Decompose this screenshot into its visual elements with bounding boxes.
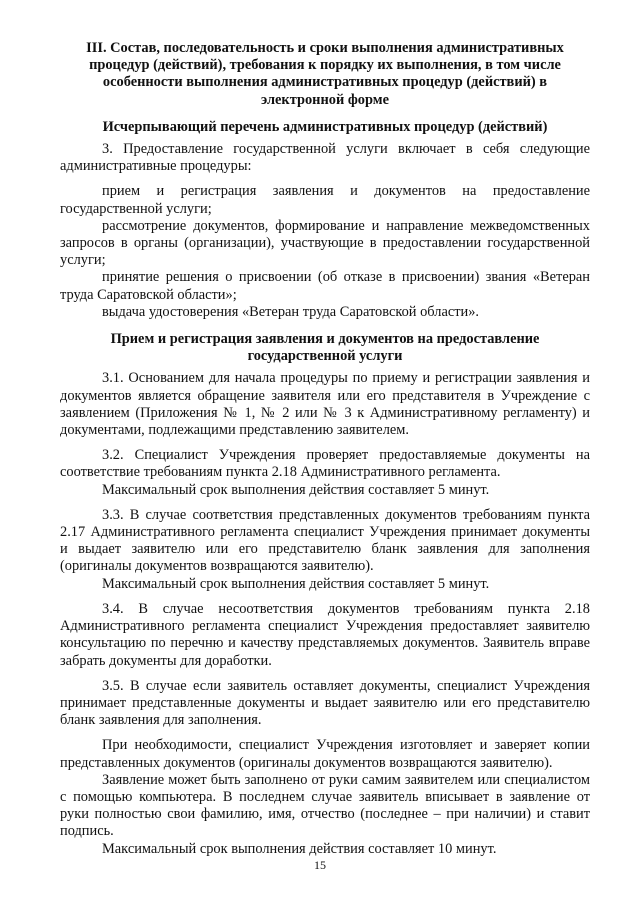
paragraph-max-time-2: Максимальный срок выполнения действия составляет 5 минут. [102, 575, 490, 592]
list-item-review: рассмотрение документов, формирование и направление межведомственных запросов в органы (организации), участвующие в предоставлении государственной услуги; [60, 217, 590, 269]
paragraph-3-3: 3.3. В случае соответствия представленных документов требованиям пункта 2.17 Административного регламента специалист Учреждения принимает документы и выдает заявителю или его представителю бланк заявления для заполнения (оригиналы документов возвращаются заявителю). [60, 506, 590, 575]
paragraph-3-4: 3.4. В случае несоответствия документов требованиям пункта 2.18 Административного регламента специалист Учреждения предоставляет заявителю консультацию по перечню и качеству представляемых документов. Заявитель вправе забрать документы для доработки. [60, 600, 590, 669]
paragraph-filling: Заявление может быть заполнено от руки самим заявителем или специалистом с помощью компьютера. В последнем случае заявитель вписывает в заявление от руки полностью свои фамилию, имя, отчество (последнее – при наличии) и ставит подпись. [60, 771, 590, 840]
subtitle-procedures-list: Исчерпывающий перечень административных процедур (действий) [102, 118, 548, 135]
paragraph-3-1: 3.1. Основанием для начала процедуры по приему и регистрации заявления и документов является обращение заявителя или его представителя в Учреждение с заявлением (Приложения № 1, № 2 или № 3 к Административному регламенту) и документами, подлежащими представлению заявителем. [60, 370, 590, 439]
paragraph-3-2: 3.2. Специалист Учреждения проверяет предоставляемые документы на соответствие требованиям пункта 2.18 Административного регламента. [60, 447, 590, 481]
subtitle-reception: Прием и регистрация заявления и документов на предоставление государственной услуги [110, 331, 540, 365]
list-item-issuance: выдача удостоверения «Ветеран труда Саратовской области». [102, 303, 480, 320]
list-item-reception: прием и регистрация заявления и документов на предоставление государственной услуги; [60, 183, 590, 217]
paragraph-max-time-1: Максимальный срок выполнения действия составляет 5 минут. [102, 481, 490, 498]
section-title: III. Состав, последовательность и сроки выполнения административных процедур (действий), требования к порядку их выполнения, в том числе особенности выполнения административных процедур (действий) в электронной форме [86, 40, 564, 108]
paragraph-max-time-3: Максимальный срок выполнения действия составляет 10 минут. [102, 840, 497, 857]
paragraph-copies: При необходимости, специалист Учреждения изготовляет и заверяет копии представленных документов (оригиналы документов возвращаются заявителю). [60, 737, 590, 771]
paragraph-3: 3. Предоставление государственной услуги включает в себя следующие административные процедуры: [60, 141, 590, 175]
paragraph-3-5: 3.5. В случае если заявитель оставляет документы, специалист Учреждения принимает представленные документы и выдает заявителю или его представителю бланк заявления для заполнения. [60, 677, 590, 729]
page-number: 15 [314, 858, 326, 872]
list-item-decision: принятие решения о присвоении (об отказе в присвоении) звания «Ветеран труда Саратовской области»; [60, 269, 590, 303]
